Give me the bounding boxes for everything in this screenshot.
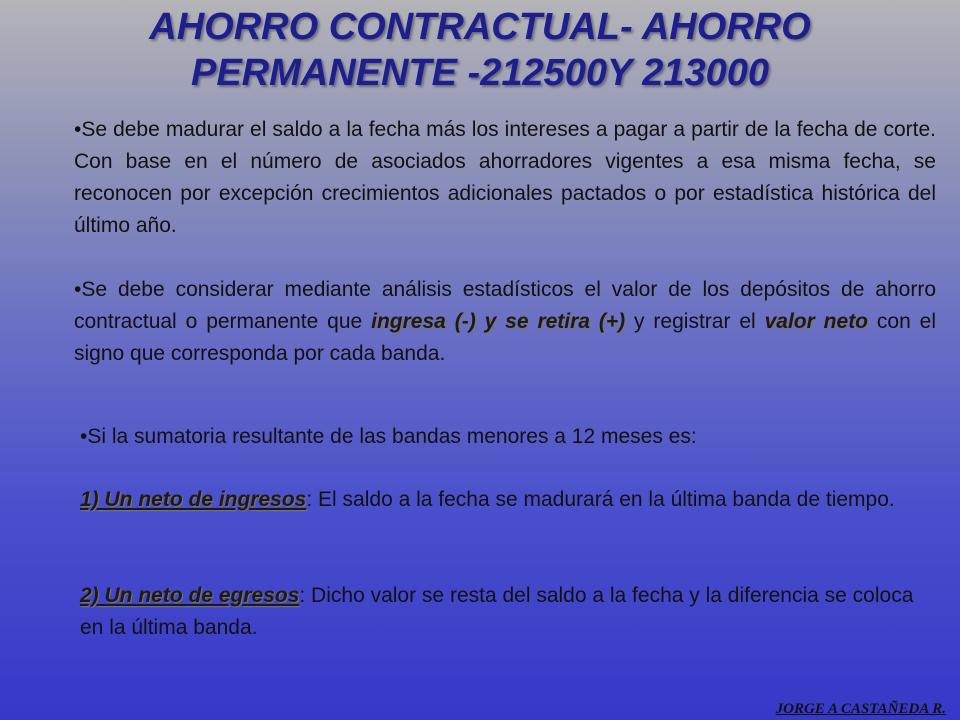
slide-title <box>0 4 960 96</box>
bullet: • <box>74 278 82 301</box>
paragraph-analisis-estadistico <box>74 274 936 370</box>
paragraph-text: Se debe madurar el saldo a la fecha más los intereses a pagar a partir de la fecha de corte. Con base en el número de asociados ahorradores vigentes a esa misma fecha, se reconocen por excepción crecimientos adicionales pactados o por estadística histórica del último año. <box>74 118 936 237</box>
item-text: : Dicho valor se resta del saldo a la fecha y la diferencia se coloca en la última banda. <box>80 584 914 639</box>
paragraph-text-b: y registrar el <box>625 310 765 333</box>
emphasis-ingresa-retira: ingresa (-) y se retira (+) <box>371 310 626 333</box>
item-neto-egresos <box>80 580 920 644</box>
item-label-egresos: 2) Un neto de egresos <box>80 584 300 607</box>
bullet: • <box>74 118 82 141</box>
slide-title-line-1: AHORRO CONTRACTUAL- AHORRO <box>149 6 811 48</box>
item-neto-ingresos <box>80 484 920 516</box>
paragraph-text: Si la sumatoria resultante de las bandas menores a 12 meses es: <box>87 425 697 448</box>
slide-title-line-2: PERMANENTE -212500Y 213000 <box>190 52 770 94</box>
item-label-ingresos: 1) Un neto de ingresos <box>80 488 307 511</box>
paragraph-sumatoria <box>80 421 920 453</box>
paragraph-text-c: con el signo que corresponda por cada banda. <box>74 310 937 365</box>
paragraph-madurar-saldo <box>74 114 936 242</box>
item-text: : El saldo a la fecha se madurará en la última banda de tiempo. <box>306 488 895 511</box>
paragraph-text-a: Se debe considerar mediante análisis estadísticos el valor de los depósitos de ahorro contractual o permanente que <box>74 278 936 333</box>
emphasis-valor-neto: valor neto <box>764 310 869 333</box>
bullet: • <box>80 425 88 448</box>
author-credit: JORGE A CASTAÑEDA R. <box>775 701 946 717</box>
